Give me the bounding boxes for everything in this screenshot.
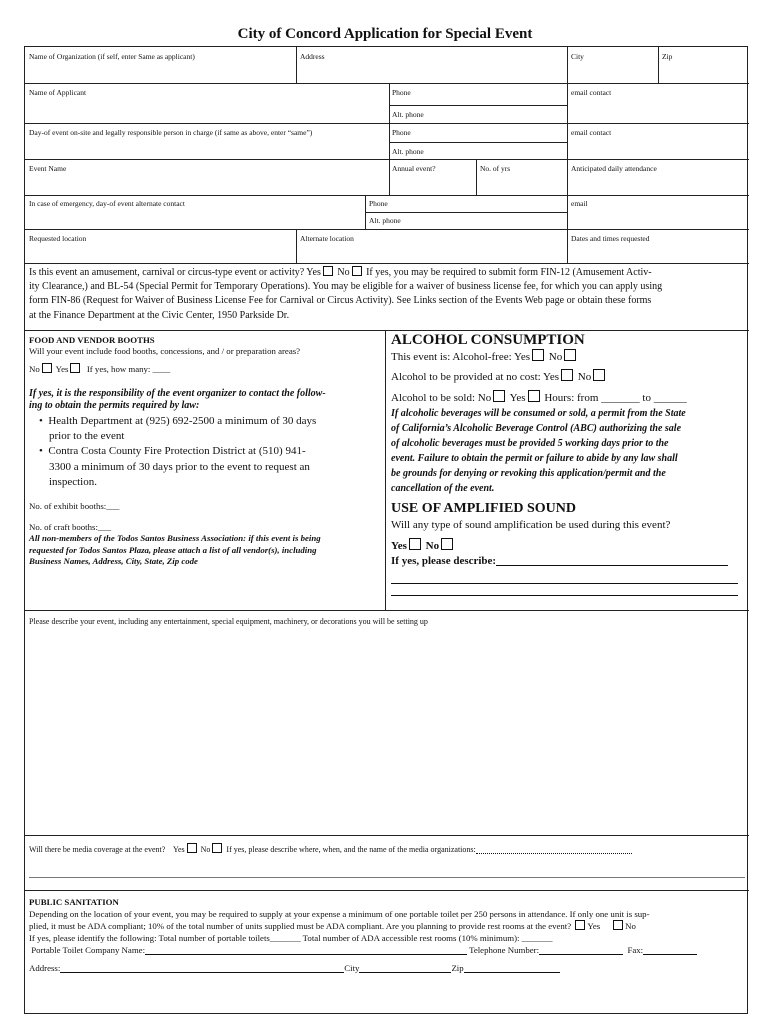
food-question: Will your event include food booths, concessions, and / or preparation areas? bbox=[29, 346, 301, 357]
sound-yes-no-row bbox=[391, 538, 747, 555]
amusement-line3: form FIN-86 (Request for Waiver of Business License Fee for Carnival or Circus Activity). See Links section of the Events Web page or obtain these forms bbox=[29, 295, 652, 307]
toilet-address-label: Address: bbox=[29, 963, 61, 974]
org-name-field[interactable]: Name of Organization (if self, enter Same as applicant) bbox=[29, 52, 195, 61]
emergency-phone-field[interactable]: Phone bbox=[369, 199, 388, 208]
food-resp-line2: ing to obtain the permits required by law: bbox=[29, 400, 200, 412]
alcohol-hours-field[interactable]: Hours: from _______ to ______ bbox=[544, 391, 687, 404]
annual-event-field[interactable]: Annual event? bbox=[392, 164, 436, 173]
amusement-line2: ity Clearance,) and BL-54 (Special Permit for Temporary Operations). You may be eligible for a waiver of business license fee, for which you can apply using bbox=[29, 281, 663, 293]
food-yes-checkbox[interactable] bbox=[70, 363, 80, 373]
toilet-telephone-label: Telephone Number: bbox=[469, 944, 540, 955]
media-question: Will there be media coverage at the event? bbox=[29, 845, 166, 854]
media-describe-line-2[interactable] bbox=[29, 877, 745, 878]
sound-no-checkbox[interactable] bbox=[441, 538, 453, 550]
non-member-notice: All non-members of the Todos Santos Business Association: if this event is being requested for Todos Santos Plaza, please attach a list of all vendor(s), including Business Names, Address, City, State, Zip code bbox=[29, 533, 321, 567]
alcohol-free-yes-checkbox[interactable] bbox=[532, 349, 544, 361]
sanitation-line2: plied, it must be ADA compliant; 10% of the total number of units supplied must be ADA compliant. Are you planning to provide rest rooms at the event? bbox=[29, 921, 572, 932]
food-how-many[interactable]: If yes, how many: ____ bbox=[86, 364, 171, 375]
alcohol-nocost-yes-checkbox[interactable] bbox=[561, 369, 573, 381]
years-field[interactable]: No. of yrs bbox=[480, 164, 511, 173]
toilet-company-label: Portable Toilet Company Name: bbox=[31, 944, 146, 955]
alcohol-nocost-row bbox=[391, 369, 747, 386]
media-yes-checkbox[interactable] bbox=[187, 843, 197, 853]
food-no-checkbox[interactable] bbox=[42, 363, 52, 373]
alcohol-free-no-label: No bbox=[548, 350, 563, 363]
amusement-no-label: No bbox=[337, 267, 350, 278]
toilet-fax-label: Fax: bbox=[627, 944, 644, 955]
sanitation-heading: PUBLIC SANITATION bbox=[29, 897, 119, 907]
applicant-phone-field[interactable]: Phone bbox=[392, 88, 411, 97]
toilet-zip-label: Zip bbox=[451, 963, 464, 974]
sanitation-section bbox=[29, 897, 747, 975]
toilet-telephone-input[interactable] bbox=[539, 945, 623, 955]
amusement-section bbox=[29, 266, 745, 323]
amusement-ifyes: If yes, you may be required to submit form FIN-12 (Amusement Activ- bbox=[366, 267, 652, 278]
food-responsibility bbox=[29, 388, 381, 413]
address-field[interactable]: Address bbox=[300, 52, 325, 61]
city-field[interactable]: City bbox=[571, 52, 584, 61]
form-title: City of Concord Application for Special Event bbox=[237, 26, 533, 42]
food-section bbox=[29, 334, 381, 568]
alcohol-sold-yes-label: Yes bbox=[509, 391, 526, 404]
toilet-company-input[interactable] bbox=[145, 945, 467, 955]
food-resp-line1: If yes, it is the responsibility of the event organizer to contact the follow- bbox=[29, 387, 326, 399]
media-describe-input[interactable] bbox=[476, 844, 632, 854]
toilet-address-row bbox=[29, 963, 747, 975]
dayof-phone-field[interactable]: Phone bbox=[392, 128, 411, 137]
describe-event-field[interactable]: Please describe your event, including any entertainment, special equipment, machinery, or decorations you will be setting up bbox=[29, 617, 428, 626]
media-no-checkbox[interactable] bbox=[212, 843, 222, 853]
media-no-label: No bbox=[200, 845, 211, 854]
media-yes-label: Yes bbox=[172, 845, 185, 854]
applicant-alt-phone-field[interactable]: Alt. phone bbox=[392, 110, 424, 119]
amusement-no-checkbox[interactable] bbox=[352, 266, 362, 276]
craft-booths-field[interactable]: No. of craft booths:___ bbox=[29, 521, 112, 532]
sanitation-line2-row bbox=[29, 920, 747, 933]
dayof-person-field[interactable]: Day-of event on-site and legally responsible person in charge (if same as above, enter “same”) bbox=[29, 128, 313, 137]
alcohol-sold-label: Alcohol to be sold: No bbox=[391, 391, 492, 404]
sound-question: Will any type of sound amplification be used during this event? bbox=[391, 519, 671, 532]
alcohol-nocost-no-checkbox[interactable] bbox=[593, 369, 605, 381]
food-no-label: No bbox=[29, 364, 40, 375]
amusement-question: Is this event an amusement, carnival or circus-type event or activity? Yes bbox=[29, 267, 321, 278]
event-name-field[interactable]: Event Name bbox=[29, 164, 67, 173]
amusement-line4: at the Finance Department at the Civic Center, 1950 Parkside Dr. bbox=[29, 309, 290, 321]
sound-yes-checkbox[interactable] bbox=[409, 538, 421, 550]
requested-location-field[interactable]: Requested location bbox=[29, 234, 87, 243]
alcohol-sold-row bbox=[391, 390, 747, 407]
emergency-contact-field[interactable]: In case of emergency, day-of event alternate contact bbox=[29, 199, 185, 208]
emergency-alt-phone-field[interactable]: Alt. phone bbox=[369, 216, 401, 225]
exhibit-booths-field[interactable]: No. of exhibit booths:___ bbox=[29, 501, 120, 512]
sound-describe-line-3[interactable] bbox=[391, 586, 738, 596]
toilet-city-input[interactable] bbox=[359, 963, 451, 973]
sound-describe-label: If yes, please describe: bbox=[391, 555, 497, 568]
toilet-company-row bbox=[29, 945, 747, 957]
sound-describe-input[interactable] bbox=[496, 556, 728, 566]
alcohol-free-label: This event is: Alcohol-free: Yes bbox=[391, 350, 531, 363]
restroom-no-checkbox[interactable] bbox=[613, 920, 623, 930]
food-heading: FOOD AND VENDOR BOOTHS bbox=[29, 335, 155, 345]
dayof-email-field[interactable]: email contact bbox=[571, 128, 612, 137]
alcohol-sold-no-checkbox[interactable] bbox=[493, 390, 505, 402]
sound-no-label: No bbox=[425, 539, 440, 552]
permit-item-fire: • Contra Costa County Fire Protection District at (510) 941- 3300 a minimum of 30 days prior to the event to request an inspection. bbox=[39, 445, 310, 489]
alcohol-nocost-label: Alcohol to be provided at no cost: Yes bbox=[391, 371, 560, 384]
zip-field[interactable]: Zip bbox=[662, 52, 673, 61]
media-row bbox=[29, 843, 632, 855]
sound-describe-line-2[interactable] bbox=[391, 574, 738, 584]
restroom-yes-label: Yes bbox=[587, 921, 601, 932]
alcohol-sold-yes-checkbox[interactable] bbox=[528, 390, 540, 402]
restroom-no-label: No bbox=[625, 921, 636, 932]
form-frame bbox=[24, 46, 748, 1014]
applicant-email-field[interactable]: email contact bbox=[571, 88, 612, 97]
abc-permit-notice: If alcoholic beverages will be consumed or sold, a permit from the State of California’s Alcoholic Beverage Control (ABC) authorizing the sale of alcoholic beverages must be provided 5 working days prior to the event. Failure to obtain the permit or failure to abide by any law shall be grounds for denying or revoking this application/permit and the cancellation of the event. bbox=[391, 408, 686, 495]
alternate-location-field[interactable]: Alternate location bbox=[300, 234, 354, 243]
restroom-yes-checkbox[interactable] bbox=[575, 920, 585, 930]
applicant-name-field[interactable]: Name of Applicant bbox=[29, 88, 87, 97]
toilet-zip-input[interactable] bbox=[464, 963, 560, 973]
permit-list bbox=[29, 414, 381, 491]
alcohol-nocost-no-label: No bbox=[577, 371, 592, 384]
emergency-email-field[interactable]: email bbox=[571, 199, 588, 208]
media-describe-label: If yes, please describe where, when, and the name of the media organizations: bbox=[226, 845, 476, 854]
alcohol-free-row bbox=[391, 349, 747, 366]
toilet-fax-input[interactable] bbox=[643, 945, 697, 955]
toilet-city-label: City bbox=[344, 963, 360, 974]
dates-times-field[interactable]: Dates and times requested bbox=[571, 234, 650, 243]
sanitation-line1: Depending on the location of your event, you may be required to supply at your expense a minimum of one portable toilet per 250 persons in attendance. If only one unit is sup- bbox=[29, 908, 650, 919]
dayof-alt-phone-field[interactable]: Alt. phone bbox=[392, 147, 424, 156]
sound-yes-label: Yes bbox=[391, 539, 407, 552]
sound-heading: USE OF AMPLIFIED SOUND bbox=[391, 501, 577, 517]
attendance-field[interactable]: Anticipated daily attendance bbox=[571, 164, 657, 173]
toilet-address-input[interactable] bbox=[60, 963, 344, 973]
food-yes-label: Yes bbox=[55, 364, 69, 375]
permit-item-health: • Health Department at (925) 692-2500 a minimum of 30 days prior to the event bbox=[39, 414, 317, 442]
alcohol-section bbox=[391, 332, 747, 596]
sound-describe-row bbox=[391, 554, 747, 570]
amusement-yes-checkbox[interactable] bbox=[323, 266, 333, 276]
alcohol-heading: ALCOHOL CONSUMPTION bbox=[391, 332, 585, 348]
alcohol-free-no-checkbox[interactable] bbox=[564, 349, 576, 361]
sanitation-line3[interactable]: If yes, please identify the following: Total number of portable toilets_______ Total number of ADA accessible rest rooms (10% minimum): _______ bbox=[29, 933, 553, 944]
